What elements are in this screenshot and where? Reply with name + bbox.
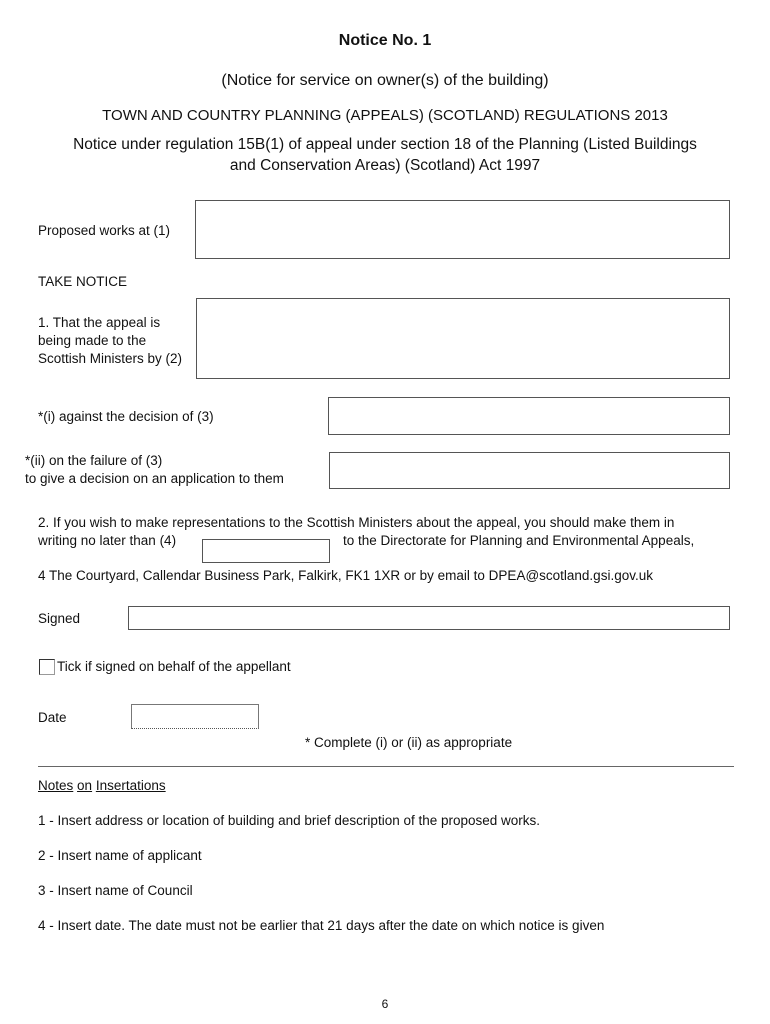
appeal-label-line3: Scottish Ministers by (2): [38, 351, 183, 366]
proposed-works-field[interactable]: [195, 200, 730, 259]
notes-heading-on: on: [77, 778, 93, 793]
representations-date-field[interactable]: [202, 539, 330, 563]
appellant-name-field[interactable]: [196, 298, 730, 379]
date-field[interactable]: [131, 704, 259, 729]
representations-line2-end: to the Directorate for Planning and Environmental Appeals,: [343, 533, 695, 548]
take-notice-label: TAKE NOTICE: [38, 274, 128, 289]
behalf-checkbox-label: Tick if signed on behalf of the appellant: [57, 659, 291, 674]
note-item-3: 3 - Insert name of Council: [38, 883, 193, 898]
notes-heading-notes: Notes: [38, 778, 74, 793]
against-decision-label: *(i) against the decision of (3): [38, 409, 214, 424]
proposed-works-label: Proposed works at (1): [38, 223, 171, 238]
failure-label-line2: to give a decision on an application to them: [25, 471, 284, 486]
appeal-label-line1: 1. That the appeal is: [38, 315, 161, 330]
dpea-address: 4 The Courtyard, Callendar Business Park, Falkirk, FK1 1XR or by email to DPEA@scotland.gsi.gov.uk: [38, 568, 653, 583]
page-number: 6: [381, 997, 389, 1011]
representations-line1: 2. If you wish to make representations to the Scottish Ministers about the appeal, you should make them in: [38, 515, 675, 530]
signed-label: Signed: [38, 611, 81, 626]
behalf-checkbox[interactable]: [39, 659, 55, 675]
appeal-label-line2: being made to the: [38, 333, 147, 348]
note-item-1: 1 - Insert address or location of building and brief description of the proposed works.: [38, 813, 541, 828]
notes-divider: [38, 766, 734, 767]
note-item-2: 2 - Insert name of applicant: [38, 848, 202, 863]
note-item-4: 4 - Insert date. The date must not be earlier that 21 days after the date on which notice is given: [38, 918, 605, 933]
notes-heading: [38, 777, 166, 795]
notes-heading-insertations: Insertations: [95, 778, 166, 793]
complete-note: * Complete (i) or (ii) as appropriate: [305, 735, 513, 750]
representations-line2-start: writing no later than (4): [38, 533, 177, 548]
failure-label-line1: *(ii) on the failure of (3): [25, 453, 163, 468]
date-label: Date: [38, 710, 67, 725]
signature-field[interactable]: [128, 606, 730, 630]
regulations-heading: TOWN AND COUNTRY PLANNING (APPEALS) (SCOTLAND) REGULATIONS 2013: [102, 107, 668, 124]
against-decision-field[interactable]: [328, 397, 730, 435]
notice-title: Notice No. 1: [338, 32, 432, 49]
notice-subtitle: (Notice for service on owner(s) of the building): [221, 72, 549, 89]
notice-regulation-line1: Notice under regulation 15B(1) of appeal under section 18 of the Planning (Listed Buildings: [73, 136, 697, 153]
notice-regulation-line2: and Conservation Areas) (Scotland) Act 1997: [229, 157, 541, 174]
failure-decision-field[interactable]: [329, 452, 730, 489]
